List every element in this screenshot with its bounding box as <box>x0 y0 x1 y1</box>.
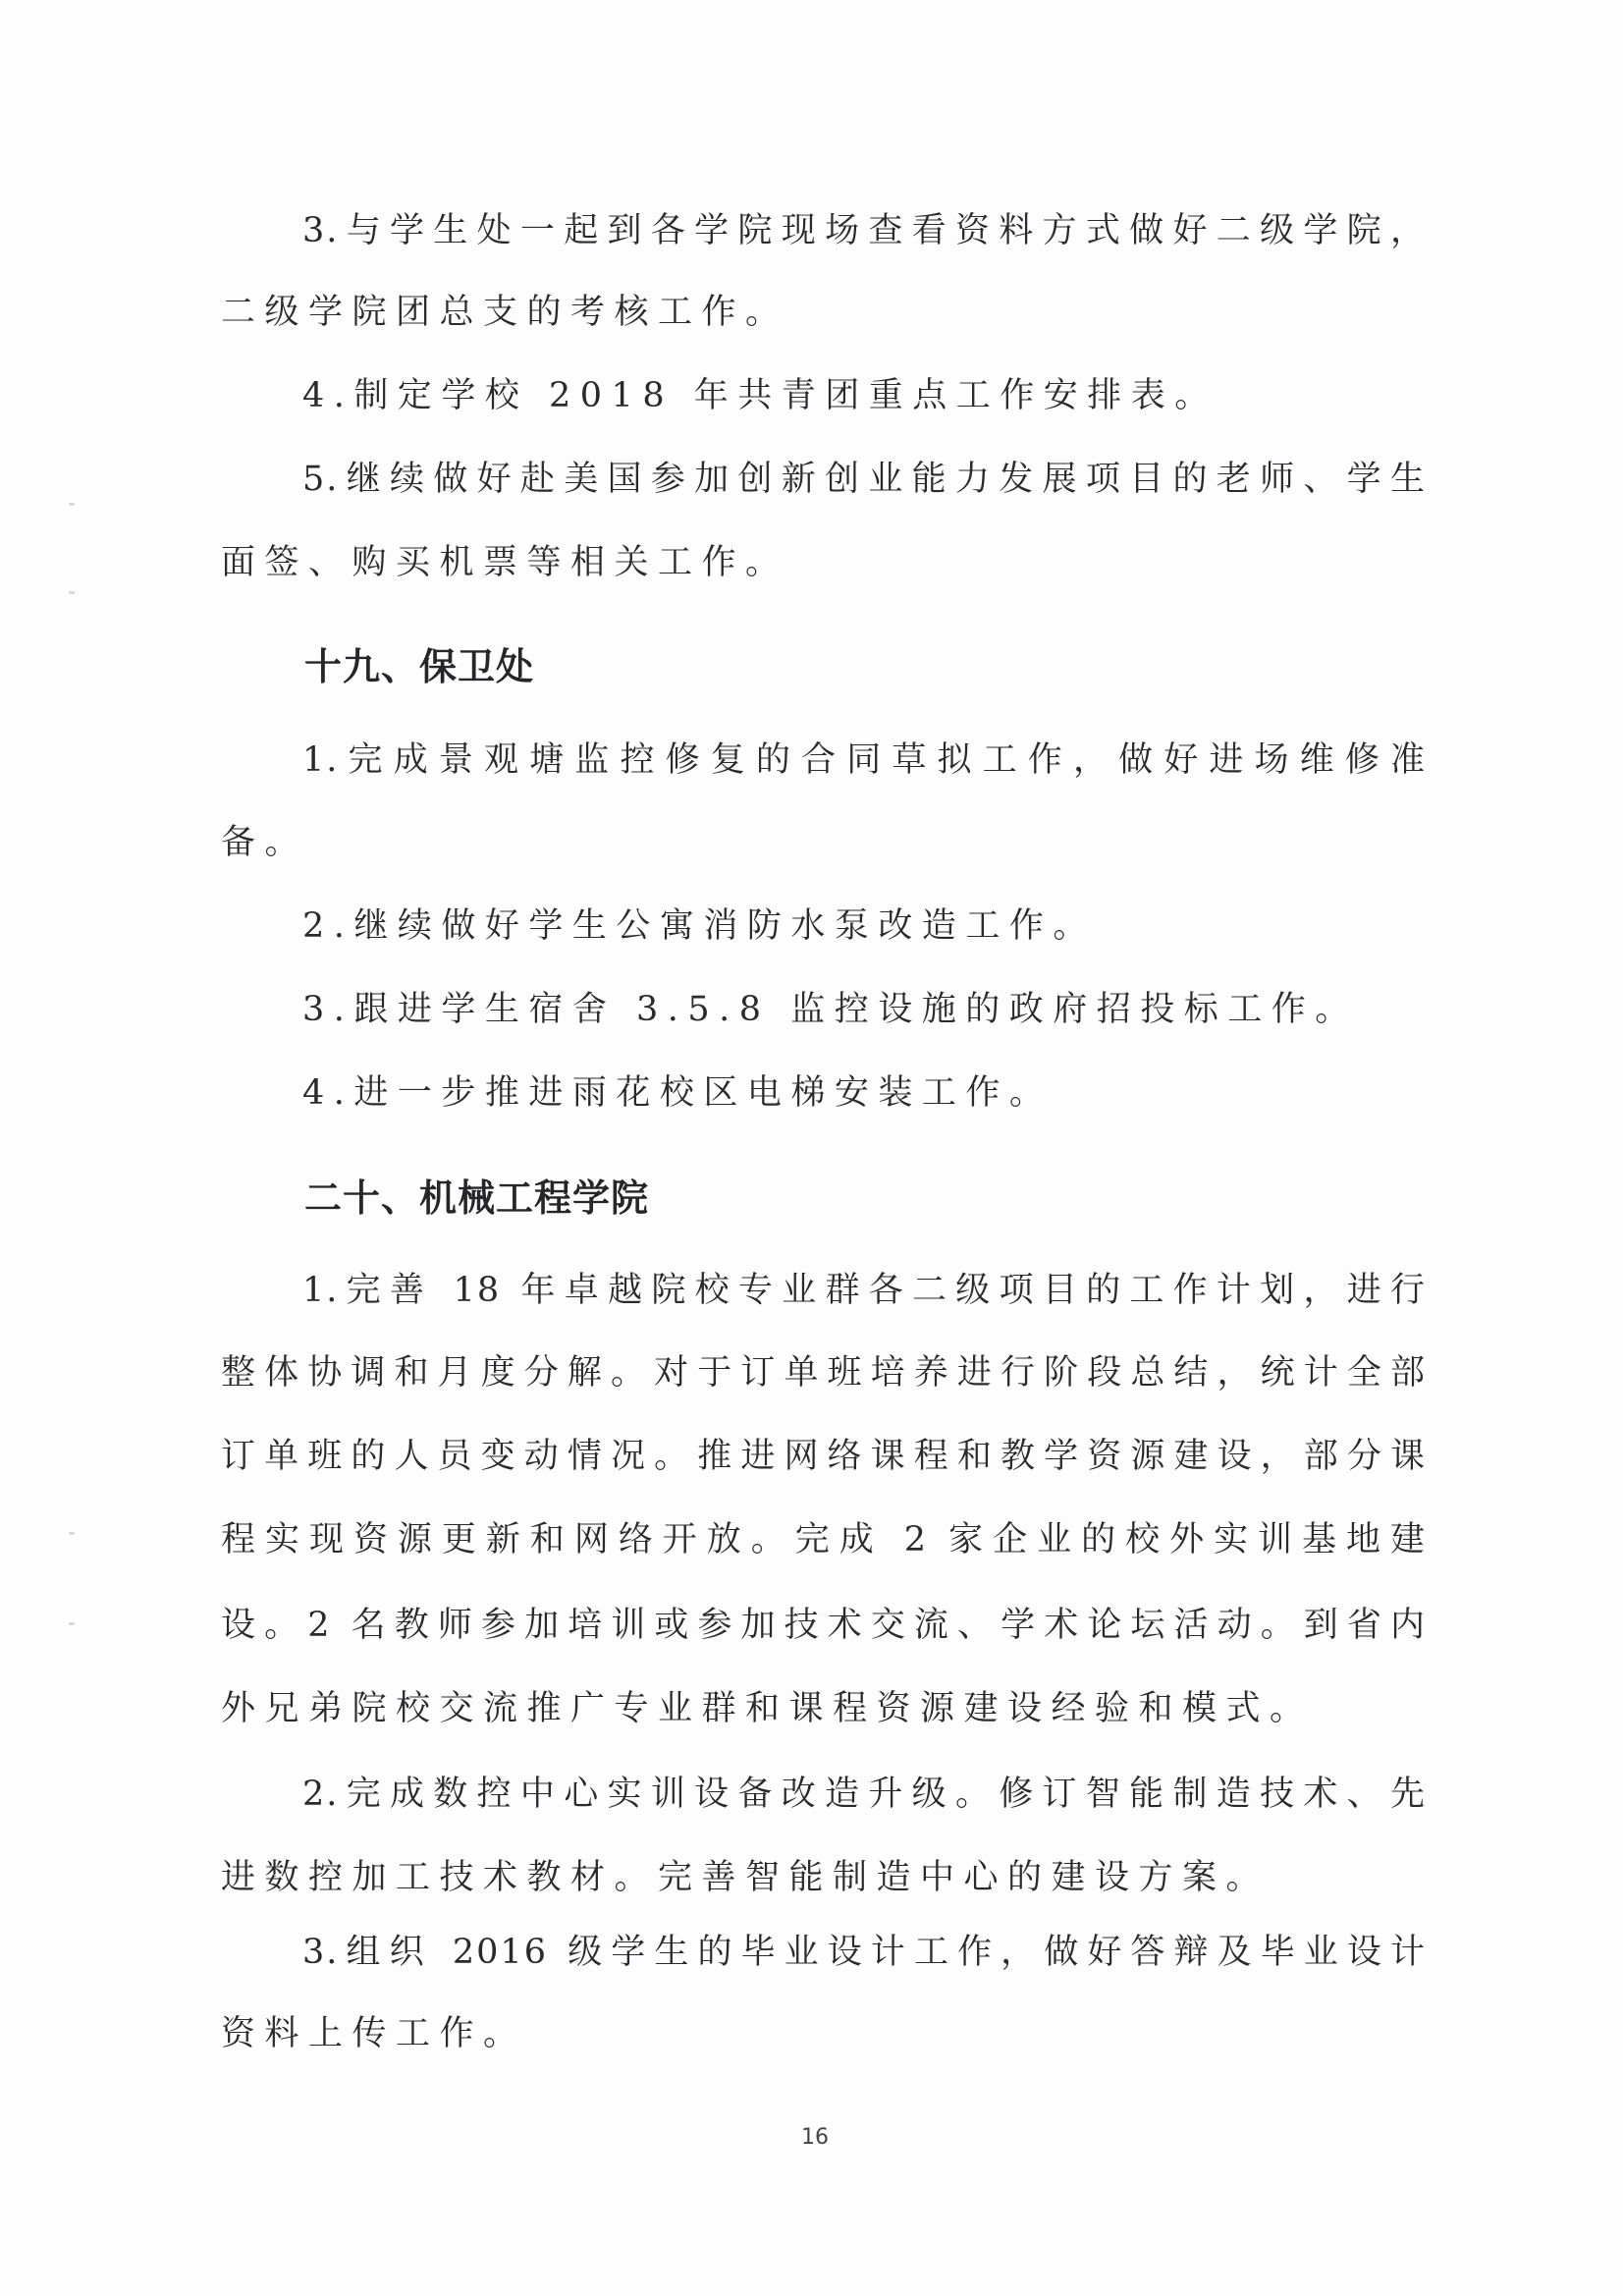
paragraph-line: 资料上传工作。 <box>221 2014 527 2053</box>
paragraph-line: 外兄弟院校交流推广专业群和课程资源建设经验和模式。 <box>221 1689 1314 1728</box>
paragraph-line: 进数控加工技术教材。完善智能制造中心的建设方案。 <box>221 1858 1271 1897</box>
paragraph-line: 5.继续做好赴美国参加创新创业能力发展项目的老师、学生 <box>302 460 1427 499</box>
section-heading: 十九、保卫处 <box>304 645 535 688</box>
paragraph-line: 3.与学生处一起到各学院现场查看资料方式做好二级学院， <box>302 211 1427 250</box>
paragraph-line: 2.继续做好学生公寓消防水泵改造工作。 <box>302 906 1097 946</box>
binding-mark <box>69 1622 75 1625</box>
binding-mark <box>69 591 75 594</box>
paragraph-line: 订单班的人员变动情况。推进网络课程和教学资源建设，部分课 <box>221 1437 1427 1476</box>
paragraph-line: 整体协调和月度分解。对于订单班培养进行阶段总结，统计全部 <box>221 1353 1427 1393</box>
paragraph-line: 备。 <box>221 823 309 862</box>
binding-mark <box>69 1532 75 1535</box>
paragraph-line: 3.组织 2016 级学生的毕业设计工作，做好答辩及毕业设计 <box>302 1933 1427 1972</box>
paragraph-line: 设。2 名教师参加培训或参加技术交流、学术论坛活动。到省内 <box>221 1606 1427 1645</box>
paragraph-line: 3.跟进学生宿舍 3.5.8 监控设施的政府招投标工作。 <box>302 990 1359 1029</box>
paragraph-line: 程实现资源更新和网络开放。完成 2 家企业的校外实训基地建 <box>221 1520 1427 1559</box>
paragraph-line: 4.制定学校 2018 年共青团重点工作安排表。 <box>302 376 1218 415</box>
section-heading: 二十、机械工程学院 <box>304 1176 650 1220</box>
paragraph-line: 1.完善 18 年卓越院校专业群各二级项目的工作计划，进行 <box>302 1271 1427 1310</box>
page-number: 16 <box>801 2125 829 2150</box>
paragraph-line: 二级学院团总支的考核工作。 <box>221 293 789 332</box>
paragraph-line: 面签、购买机票等相关工作。 <box>221 543 789 582</box>
paragraph-line: 2.完成数控中心实训设备改造升级。修订智能制造技术、先 <box>302 1775 1427 1814</box>
paragraph-line: 1.完成景观塘监控修复的合同草拟工作，做好进场维修准 <box>302 740 1427 780</box>
paragraph-line: 4.进一步推进雨花校区电梯安装工作。 <box>302 1073 1054 1113</box>
binding-mark <box>69 503 75 506</box>
